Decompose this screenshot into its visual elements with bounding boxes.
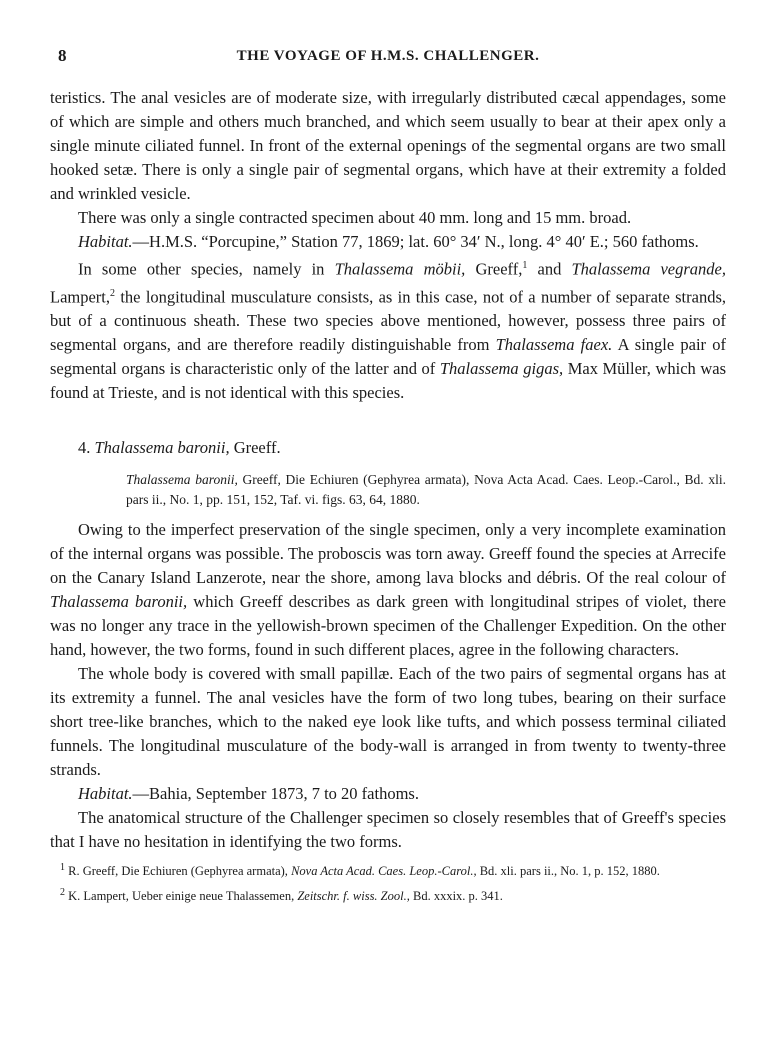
paragraph-identification: The anatomical structure of the Challenger specimen so closely resembles that of Greeff's species that I have no hesitation in identifying the two forms.: [50, 808, 726, 851]
paragraph-characters: The whole body is covered with small papillæ. Each of the two pairs of segmental organs has at its extremity a funnel. The anal vesicles have the form of two long tubes, bearing on their surface short tree-like branches, which to the naked eye look like tufts, and which possess terminal ciliated funnels. The longitudinal musculature of the body-wall is arranged in from twenty to twenty-three strands.: [50, 664, 726, 779]
paragraph-description: [50, 518, 726, 662]
habitat-text: —Bahia, September 1873, 7 to 20 fathoms.: [132, 784, 419, 803]
footnote-1: [50, 859, 726, 880]
paragraph-continued: teristics. The anal vesicles are of moderate size, with irregularly distributed cæcal appendages, some of which are simple and others much branched, and which seem usually to bear at their apex only a single minute ciliated funnel. In front of the external openings of the segmental organs are two small hooked setæ. There is only a single pair of segmental organs, which have at their extremity a folded and wrinkled vesicle.: [50, 88, 726, 203]
paragraph-habitat: [50, 230, 726, 254]
footnote-number: 2: [60, 887, 65, 899]
text-run: which Greeff describes as dark green with longitudinal stripes of violet, there was no longer any trace in the yellowish-brown specimen of the Challenger Expedition. On the other hand, however, the two forms, found in such different places, agree in the following characters.: [50, 592, 726, 659]
species-name: Thalassema möbii,: [334, 259, 466, 279]
text-run: the longitudinal musculature consists, as in this case, not of a number of separate strands, but of a continuous sheath. These two species above mentioned, however, possess three pairs of segmental organs, and are therefore readily distinguishable from: [50, 287, 726, 354]
section-author: Greeff.: [229, 438, 281, 457]
page-header: [50, 40, 726, 66]
paragraph-specimen-size: There was only a single contracted specimen about 40 mm. long and 15 mm. broad.: [78, 208, 632, 227]
text-run: Bd. xxxix. p. 341.: [409, 889, 503, 904]
section-species: Thalassema baronii,: [94, 438, 230, 457]
footnote-ref-1[interactable]: 1: [522, 260, 528, 271]
synonymy-text: Greeff, Die Echiuren (Gephyrea armata), Nova Acta Acad. Caes. Leop.-Carol., Bd. xli. pars ii., No. 1, pp. 151, 152, Taf. vi. figs. 63, 64, 1880.: [126, 472, 726, 507]
paragraph-habitat-2: [50, 782, 726, 806]
species-name: Thalassema vegrande,: [571, 259, 726, 279]
habitat-label: Habitat.: [78, 784, 133, 803]
text-run: Lampert,: [50, 287, 111, 306]
page-number: 8: [58, 46, 67, 65]
text-run: Bd. xli. pars ii., No. 1, p. 152, 1880.: [476, 864, 660, 879]
section-heading: [50, 436, 726, 460]
journal-name: Nova Acta Acad. Caes. Leop.-Carol.,: [291, 864, 477, 879]
habitat-label: Habitat.: [78, 232, 133, 251]
species-name: Thalassema baronii,: [50, 592, 188, 611]
text-run: R. Greeff, Die Echiuren (Gephyrea armata),: [65, 864, 292, 879]
synonymy-species: Thalassema baronii,: [126, 472, 238, 487]
text-run: Greeff,: [465, 259, 523, 279]
footnote-number: 1: [60, 862, 65, 873]
paragraph-comparison: [50, 254, 726, 405]
species-name: Thalassema faex.: [495, 335, 613, 354]
synonymy-citation: [126, 470, 726, 510]
species-name: Thalassema gigas,: [439, 359, 564, 378]
section-number: 4.: [78, 438, 91, 457]
footnote-2: [50, 884, 726, 905]
footnote-ref-2[interactable]: 2: [110, 287, 116, 299]
text-run: Owing to the imperfect preservation of the single specimen, only a very incomplete examination of the internal organs was possible. The proboscis was torn away. Greeff found the species at Arrecife on the Canary Island Lanzerote, near the shore, among lava blocks and débris. Of the real colour of: [50, 520, 726, 587]
page: [50, 40, 726, 905]
text-run: Max Müller, which was found at Trieste, and is not identical with this species.: [50, 359, 726, 402]
footnotes: [50, 859, 726, 905]
text-run: A single pair of segmental organs is characteristic only of the latter and of: [50, 335, 726, 378]
journal-name: Zeitschr. f. wiss. Zool.,: [297, 889, 410, 904]
body-text: [50, 86, 726, 905]
text-run: and: [527, 259, 572, 279]
text-run: K. Lampert, Ueber einige neue Thalassemen,: [65, 889, 298, 904]
running-title: THE VOYAGE OF H.M.S. CHALLENGER.: [236, 48, 540, 64]
habitat-text: —H.M.S. “Porcupine,” Station 77, 1869; lat. 60° 34′ N., long. 4° 40′ E.; 560 fathoms.: [132, 232, 699, 251]
text-run: In some other species, namely in: [78, 259, 335, 279]
